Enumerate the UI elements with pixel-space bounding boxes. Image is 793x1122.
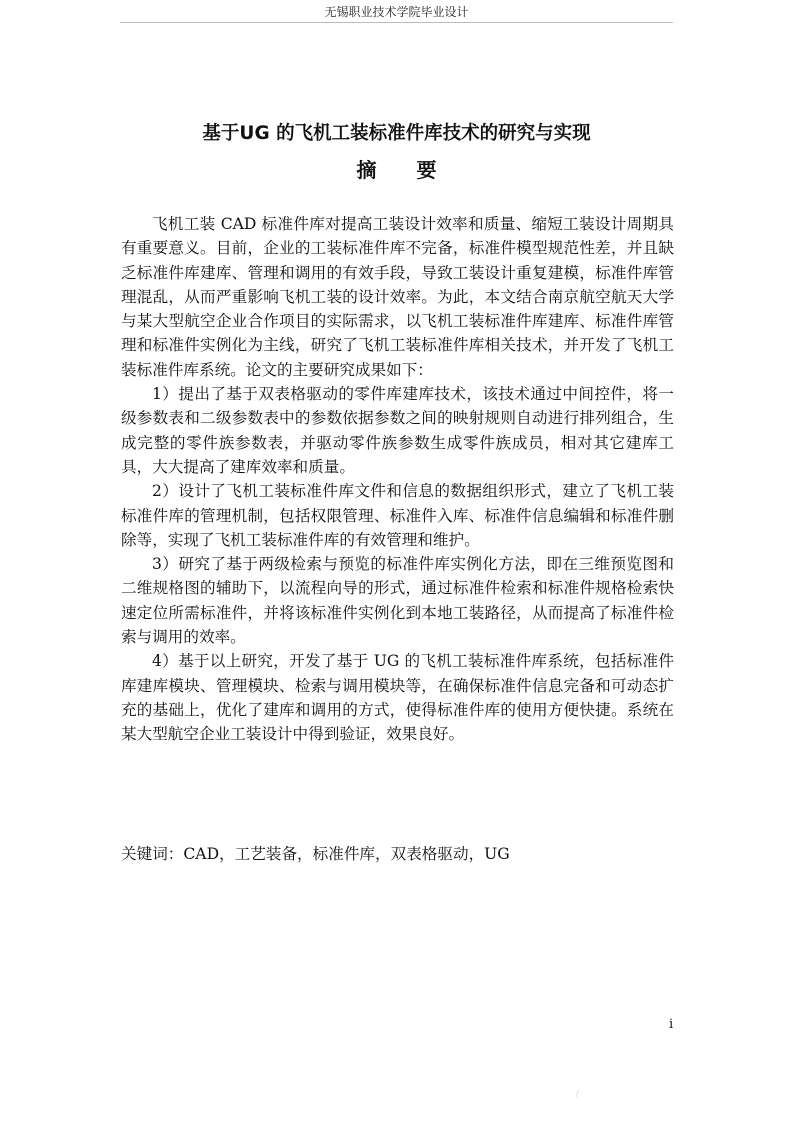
paragraph-result-1: 1）提出了基于双表格驱动的零件库建库技术，该技术通过中间控件，将一级参数表和二级参数表中的参数依据参数之间的映射规则自动进行排列组合，生成完整的零件族参数表，并驱动零件族参数生成零件族成员，相对其它建库工具，大大提高了建库效率和质量。 [121,385,674,476]
abstract-heading: 摘要 [356,158,477,182]
paragraph-intro: 飞机工装 CAD 标准件库对提高工装设计效率和质量、缩短工装设计周期具有重要意义。目前，企业的工装标准件库不完备，标准件模型规范性差，并且缺乏标准件库建库、管理和调用的有效手段，导致工装设计重复建模，标准件库管理混乱，从而严重影响飞机工装的设计效率。为此，本文结合南京航空航天大学与某大型航空企业合作项目的实际需求，以飞机工装标准件库建库、标准件库管理和标准件实例化为主线，研究了飞机工装标准件库相关技术，并开发了飞机工装标准件库系统。论文的主要研究成果如下： [121,215,674,379]
header-divider [120,22,673,23]
paragraph-result-2: 2）设计了飞机工装标准件库文件和信息的数据组织形式，建立了飞机工装标准件库的管理机制，包括权限管理、标准件入库、标准件信息编辑和标准件删除等，实现了飞机工装标准件库的有效管理和维护。 [121,482,674,549]
footer-mark: / [576,1089,579,1098]
paragraph-result-3: 3）研究了基于两级检索与预览的标准件库实例化方法，即在三维预览图和二维规格图的辅助下，以流程向导的形式，通过标准件检索和标准件规格检索快速定位所需标准件，并将该标准件实例化到本地工装路径，从而提高了标准件检索与调用的效率。 [121,555,674,647]
paragraph-result-4: 4）基于以上研究，开发了基于 UG 的飞机工装标准件库系统，包括标准件库建库模块、管理模块、检索与调用模块等，在确保标准件信息完备和可动态扩充的基础上，优化了建库和调用的方式，使得标准件库的使用方便快捷。系统在某大型航空企业工装设计中得到验证，效果良好。 [121,652,674,744]
keywords-line: 关键词：CAD，工艺装备，标准件库，双表格驱动，UG [121,845,510,863]
document-title: 基于UG 的飞机工装标准件库技术的研究与实现 [202,123,591,144]
page-header: 无锡职业技术学院毕业设计 [324,5,469,19]
abstract-body [121,212,674,747]
page-number: i [669,1017,674,1032]
